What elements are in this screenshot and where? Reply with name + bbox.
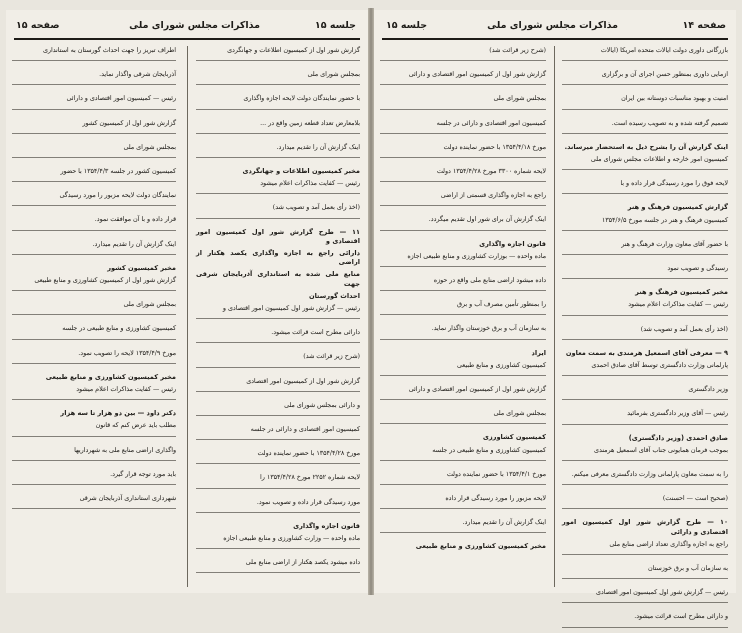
text-lines (380, 107, 546, 115)
paragraph: تصمیم گرفته شده و به تصویب رسیده است. (611, 119, 728, 127)
text-lines (562, 313, 728, 321)
column-left (12, 46, 176, 587)
paragraph: مورخ ۱۳۵۴/۴/۹ لایحه را تصویب نمود. (78, 349, 176, 357)
section-heading: قانون اجازه واگذاری (479, 239, 546, 248)
text-lines (196, 546, 360, 554)
text-lines (562, 397, 728, 405)
text-lines (12, 458, 176, 466)
text-lines (380, 397, 546, 405)
text-lines (12, 397, 176, 405)
paragraph: مطلب باید عرض کنم که قانون (95, 422, 176, 430)
paragraph: بمجلس شورای ملی (493, 95, 546, 103)
paragraph: اینک گزارش آن را تقدیم میدارد. (462, 519, 546, 527)
text-lines (12, 482, 176, 490)
section-heading: دکتر داود — بین دو هزار تا سه هزار (60, 409, 176, 418)
paragraph: گزارش شور اول از کمیسیون کشاورزی و منابع طبیعی (34, 277, 176, 285)
paragraph: اینک گزارش آن را تقدیم میدارد. (92, 240, 176, 248)
publication-title: مذاکرات مجلس شورای ملی (129, 20, 260, 31)
text-lines (12, 361, 176, 369)
paragraph: رئیس — گزارش شور اول کمیسیون امور اقتصادی و (222, 305, 360, 313)
text-lines (562, 337, 728, 345)
paragraph: و دارائی مطرح است قرائت میشود. (634, 613, 728, 621)
paragraph: ماده واحده — بوزارت کشاورزی و منابع طبیعی اجازه (407, 252, 546, 260)
paragraph: بمجلس شورای ملی (123, 301, 176, 309)
session-label: جلسه ۱۵ (314, 20, 356, 31)
text-lines (12, 58, 176, 66)
text-lines (380, 228, 546, 236)
text-lines (196, 570, 360, 578)
paragraph: راجع به اجازه واگذاری قسمتی از اراضی (440, 192, 546, 200)
text-lines (562, 600, 728, 608)
paragraph: رئیس — کفایت مذاکرات اعلام میشود (76, 386, 176, 394)
paragraph: وزیر دادگستری (688, 386, 728, 394)
paragraph: کمیسیون کشاورزی و منابع طبیعی در جلسه (62, 325, 176, 333)
text-lines (196, 365, 360, 373)
column-right (196, 46, 360, 587)
text-lines (12, 131, 176, 139)
section-heading: ۱۰ — طرح گزارش شور اول کمیسیون امور اقتصادی و دارائی (562, 518, 728, 536)
paragraph: امنیت و بهبود مناسبات دوستانه بین ایران (621, 95, 728, 103)
paragraph: مورخ ۱۳۵۴/۴/۱ با حضور نماینده دولت (446, 470, 546, 478)
paragraph: داده میشود اراضی منابع ملی واقع در حوزه (433, 277, 546, 285)
paragraph: رئیس — آقای وزیر دادگستری بفرمائید (627, 410, 728, 418)
paragraph: کمیسیون کشور در جلسه ۱۳۵۴/۴/۳ با حضور (60, 168, 176, 176)
header-rule (14, 38, 360, 40)
text-lines (562, 373, 728, 381)
section-heading: گزارش کمیسیون فرهنگ و هنر (627, 203, 728, 212)
text-lines (12, 228, 176, 236)
text-lines (380, 288, 546, 296)
left-page-header (14, 14, 360, 40)
text-lines (380, 155, 546, 163)
page-number: صفحه ۱۴ (682, 20, 726, 31)
session-label: جلسه ۱۵ (386, 20, 428, 31)
text-lines (196, 131, 360, 139)
text-lines (562, 131, 728, 139)
paragraph: لایحه شماره ۳۳۰۰ مورخ ۱۳۵۴/۴/۲۸ دولت (436, 168, 546, 176)
right-page (374, 10, 736, 621)
paragraph: ماده واحده — وزارت کشاورزی و منابع طبیعی اجازه (223, 535, 360, 543)
paragraph: مورد رسیدگی قرار داده و تصویب نمود. (256, 498, 360, 506)
column-divider (187, 46, 188, 587)
paragraph: (شرح زیر قرائت شد) (303, 353, 360, 361)
paragraph: رئیس — گزارش شور اول کمیسیون امور اقتصادی (595, 589, 728, 597)
text-lines (12, 155, 176, 163)
paragraph: مورخ ۱۳۵۴/۴/۲۸ با حضور نماینده دولت (257, 450, 360, 458)
paragraph: باید مورد توجه قرار گیرد. (110, 470, 176, 478)
paragraph: بموجب فرمان همایونی جناب آقای اسمعیل هرمندی (594, 446, 728, 454)
text-lines (562, 625, 728, 633)
paragraph: داده میشود یکصد هکتار از اراضی منابع ملی (245, 559, 360, 567)
section-heading: کمیسیون کشاورزی (482, 433, 546, 442)
paragraph: را به سمت معاون پارلمانی وزارت دادگستری معرفی میکنم. (571, 471, 728, 479)
text-lines (562, 191, 728, 199)
paragraph: رئیس — کفایت مذاکرات اعلام میشود (628, 301, 728, 309)
text-lines (562, 107, 728, 115)
paragraph: گزارش شور اول از کمیسیون امور اقتصادی و دارائی (408, 386, 546, 394)
paragraph: لایحه فوق را مورد رسیدگی قرار داده و با (620, 180, 728, 188)
paragraph: به سازمان آب و برق خوزستان (647, 565, 728, 573)
section-heading: اینک گزارش آن را بشرح ذیل به استحضار میرساند. (564, 142, 728, 151)
text-lines (562, 82, 728, 90)
right-page-header (382, 14, 728, 40)
column-left (380, 46, 546, 587)
text-lines (196, 389, 360, 397)
paragraph: و دارائی بمجلس شورای ملی (284, 401, 360, 409)
text-lines (380, 179, 546, 187)
paragraph: کمیسیون کشاورزی و منابع طبیعی در جلسه (432, 446, 546, 454)
paragraph: (صحیح است — احسنت) (662, 495, 728, 503)
text-lines (196, 413, 360, 421)
paragraph: پارلمانی وزارت دادگستری توسط آقای صادق احمدی (591, 362, 728, 370)
paragraph: شهرداری استانداری آذربایجان شرقی (79, 495, 176, 503)
text-lines (380, 312, 546, 320)
paragraph: آذربایجان شرقی واگذار نماید. (99, 71, 176, 79)
column-right (562, 46, 728, 621)
text-lines (196, 107, 360, 115)
paragraph: کمیسیون امور اقتصادی و دارائی در جلسه (436, 119, 546, 127)
section-heading: مخبر کمیسیون کشاورزی و منابع طبیعی (45, 372, 176, 381)
text-lines (12, 312, 176, 320)
text-lines (562, 506, 728, 514)
column-divider (554, 46, 555, 587)
paragraph: کمیسیون فرهنگ و هنر در جلسه مورخ ۱۳۵۴/۶/۵ (601, 216, 728, 224)
text-lines (12, 434, 176, 442)
text-lines (12, 506, 176, 514)
paragraph: لایحه مزبور را مورد رسیدگی قرار داده (445, 495, 546, 503)
section-heading: مخبر کمیسیون فرهنگ و هنر (635, 288, 728, 297)
paragraph: رئیس — کفایت مذاکرات اعلام میشود (260, 180, 360, 188)
text-lines (12, 179, 176, 187)
text-lines (380, 506, 546, 514)
text-lines (380, 373, 546, 381)
paragraph: با حضور آقای معاون وزارت فرهنگ و هنر (621, 240, 728, 248)
paragraph: گزارش شور اول از کمیسیون کشور (82, 119, 176, 127)
left-page (6, 10, 368, 593)
paragraph: بمجلس شورای ملی (493, 410, 546, 418)
text-lines (380, 421, 546, 429)
text-lines (12, 288, 176, 296)
text-lines (196, 82, 360, 90)
section-heading: مخبر کمیسیون اطلاعات و جهانگردی (242, 167, 360, 176)
paragraph: اینک گزارش آن را تقدیم میدارد. (276, 143, 360, 151)
section-heading: منابع ملی شده به استانداری آذربایجان شرقی جهت (196, 270, 360, 288)
paragraph: بلامعارض تعداد قطعه زمین واقع در ... (260, 119, 360, 127)
text-lines (562, 276, 728, 284)
section-heading: دارائی راجع به اجازه واگذاری یکصد هکتار از اراضی (196, 249, 360, 267)
paragraph: بمجلس شورای ملی (123, 143, 176, 151)
paragraph: (اخذ رأی بعمل آمد و تصویب شد) (272, 204, 360, 212)
paragraph: گزارش شور اول از کمیسیون امور اقتصادی (246, 377, 360, 385)
text-lines (562, 482, 728, 490)
paragraph: کمیسیون کشاورزی و منابع طبیعی (457, 361, 546, 369)
paragraph: با حضور نمایندگان دولت لایحه اجازه واگذاری (243, 95, 360, 103)
text-lines (562, 252, 728, 260)
paragraph: کمیسیون امور خارجه و اطلاعات مجلس شورای ملی (590, 156, 728, 164)
paragraph: (اخذ رأی بعمل آمد و تصویب شد) (640, 325, 728, 333)
text-lines (12, 203, 176, 211)
text-lines (380, 264, 546, 272)
text-lines (196, 155, 360, 163)
paragraph: مورخ ۱۳۵۴/۴/۱۸ با حضور نماینده دولت (443, 143, 546, 151)
book-gutter (368, 8, 374, 595)
paragraph: کمیسیون امور اقتصادی و دارائی در جلسه (250, 426, 360, 434)
text-lines (196, 216, 360, 224)
text-lines (196, 316, 360, 324)
paragraph: گزارش شور اول از کمیسیون امور اقتصادی و دارائی (408, 71, 546, 79)
paragraph: قرار داده و با آن موافقت نمود. (94, 216, 176, 224)
text-lines (380, 337, 546, 345)
text-lines (380, 82, 546, 90)
text-lines (12, 107, 176, 115)
paragraph: دارائی مطرح است قرائت میشود. (271, 329, 360, 337)
paragraph: اطراف تبریز را جهت احداث گورستان به استانداری (42, 47, 176, 54)
text-lines (380, 203, 546, 211)
section-heading: مخبر کمیسیون کشاورزی و منابع طبیعی (415, 542, 546, 551)
text-lines (12, 82, 176, 90)
paragraph: را بمنظور تأمین مصرف آب و برق (457, 301, 546, 309)
text-lines (562, 167, 728, 175)
paragraph: (شرح زیر قرائت شد) (489, 47, 546, 54)
paragraph: اینک گزارش آن برای شور اول تقدیم میگردد. (428, 216, 546, 224)
text-lines (12, 337, 176, 345)
paragraph: گزارش شور اول از کمیسیون اطلاعات و جهانگردی (227, 47, 360, 54)
text-lines (196, 340, 360, 348)
text-lines (562, 458, 728, 466)
header-rule (382, 38, 728, 40)
paragraph: ازمایی داوری بمنظور حسن اجرای آن و برگزاری (601, 71, 728, 79)
page-number: صفحه ۱۵ (16, 20, 60, 31)
text-lines (380, 530, 546, 538)
section-heading: احداث گورستان (308, 291, 360, 300)
paragraph: لایحه شماره ۲۲۵۲ مورخ ۱۳۵۴/۴/۲۸ را (260, 474, 360, 482)
text-lines (196, 58, 360, 66)
paragraph: رئیس — کمیسیون امور اقتصادی و دارائی (66, 95, 176, 103)
text-lines (380, 482, 546, 490)
paragraph: واگذاری اراضی منابع ملی به شهرداریها (74, 446, 176, 454)
text-lines (196, 486, 360, 494)
text-lines (196, 510, 360, 518)
paragraph: راجع به اجازه واگذاری تعداد اراضی منابع ملی (609, 540, 728, 548)
section-heading: ۹ — معرفی آقای اسمعیل هرمندی به سمت معاون (565, 348, 728, 357)
text-lines (196, 437, 360, 445)
section-heading: قانون اجازه واگذاری (293, 521, 360, 530)
text-lines (562, 576, 728, 584)
text-lines (12, 252, 176, 260)
section-heading: ایراد (531, 348, 546, 357)
paragraph: رسیدگی و تصویب نمود (667, 265, 728, 273)
text-lines (196, 191, 360, 199)
paragraph: بمجلس شورای ملی (307, 71, 360, 79)
section-heading: صادق احمدی (وزیر دادگستری) (628, 433, 728, 442)
section-heading: مخبر کمیسیون کشور (107, 263, 176, 272)
text-lines (562, 422, 728, 430)
paragraph: بازرگانی داوری دولت ایالات متحده امریکا (ایالات (600, 47, 728, 54)
text-lines (562, 228, 728, 236)
section-heading: ۱۱ — طرح گزارش شور اول کمیسیون امور اقتصادی و (196, 227, 360, 245)
text-lines (562, 552, 728, 560)
text-lines (380, 131, 546, 139)
text-lines (196, 461, 360, 469)
paragraph: نمایندگان دولت لایحه مزبور را مورد رسیدگی (59, 192, 176, 200)
text-lines (380, 458, 546, 466)
text-lines (380, 58, 546, 66)
text-lines (562, 58, 728, 66)
paragraph: به سازمان آب و برق خوزستان واگذار نماید. (431, 325, 546, 333)
publication-title: مذاکرات مجلس شورای ملی (487, 20, 618, 31)
